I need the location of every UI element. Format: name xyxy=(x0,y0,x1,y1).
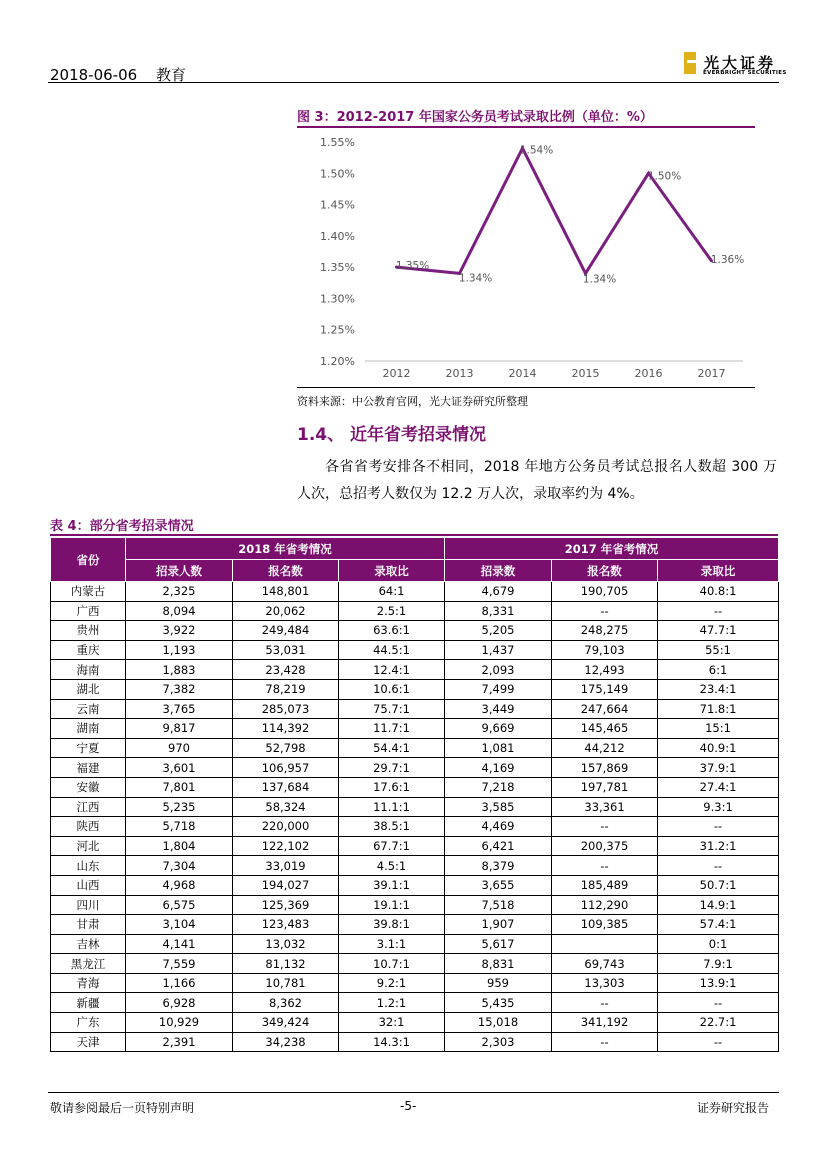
cell-hires-2017: 3,655 xyxy=(445,875,552,895)
section-paragraph: 各省省考安排各不相同，2018 年地方公务员考试总报名人数超 300 万人次，总招考人数仅为 12.2 万人次，录取率约为 4%。 xyxy=(297,459,777,502)
figure-title: 图 3：2012-2017 年国家公务员考试录取比例（单位：%） xyxy=(297,110,653,125)
cell-hires-2018: 6,575 xyxy=(126,895,233,915)
data-label: 1.50% xyxy=(647,170,682,183)
cell-ratio-2018: 1.2:1 xyxy=(339,993,445,1013)
report-category: 教育 xyxy=(155,66,186,84)
x-tick-label: 2016 xyxy=(634,367,663,380)
cell-ratio-2017: 23.4:1 xyxy=(658,679,779,699)
cell-hires-2018: 3,601 xyxy=(126,758,233,778)
cell-province: 吉林 xyxy=(51,934,126,954)
x-tick-label: 2013 xyxy=(445,367,474,380)
cell-hires-2017: 7,499 xyxy=(445,679,552,699)
data-label: 1.34% xyxy=(458,272,493,285)
cell-hires-2017: 1,081 xyxy=(445,738,552,758)
figure-source: 资料来源：中公教育官网，光大证券研究所整理 xyxy=(297,395,528,408)
cell-hires-2018: 2,391 xyxy=(126,1032,233,1052)
cell-hires-2017: 5,617 xyxy=(445,934,552,954)
table-row xyxy=(51,856,779,876)
cell-hires-2017: 959 xyxy=(445,973,552,993)
cell-ratio-2018: 38.5:1 xyxy=(339,817,445,837)
cell-hires-2018: 3,765 xyxy=(126,699,233,719)
cell-ratio-2017: 71.8:1 xyxy=(658,699,779,719)
cell-hires-2018: 5,235 xyxy=(126,797,233,817)
cell-hires-2018: 1,883 xyxy=(126,660,233,680)
cell-applicants-2018: 249,484 xyxy=(233,621,339,641)
cell-ratio-2018: 29.7:1 xyxy=(339,758,445,778)
logo-icon xyxy=(684,52,696,74)
cell-ratio-2017: 6:1 xyxy=(658,660,779,680)
cell-applicants-2017: 190,705 xyxy=(552,582,658,602)
logo-name-cn: 光大证券 xyxy=(704,54,777,72)
cell-applicants-2017: -- xyxy=(552,993,658,1013)
cell-applicants-2018: 81,132 xyxy=(233,954,339,974)
series-line xyxy=(397,148,712,273)
table-row xyxy=(51,797,779,817)
cell-applicants-2017: 44,212 xyxy=(552,738,658,758)
cell-province: 重庆 xyxy=(51,640,126,660)
cell-ratio-2017: 15:1 xyxy=(658,719,779,739)
table-row xyxy=(51,621,779,641)
cell-ratio-2017: 13.9:1 xyxy=(658,973,779,993)
x-tick-label: 2015 xyxy=(571,367,600,380)
group-header-2017: 2017 年省考情况 xyxy=(445,538,779,560)
cell-ratio-2017: 40.9:1 xyxy=(658,738,779,758)
cell-hires-2018: 4,968 xyxy=(126,875,233,895)
cell-ratio-2018: 3.1:1 xyxy=(339,934,445,954)
cell-ratio-2018: 10.6:1 xyxy=(339,679,445,699)
cell-ratio-2018: 67.7:1 xyxy=(339,836,445,856)
report-date: 2018-06-06 xyxy=(50,66,138,84)
y-tick-label: 1.40% xyxy=(320,229,355,243)
cell-hires-2018: 8,094 xyxy=(126,601,233,621)
cell-province: 四川 xyxy=(51,895,126,915)
cell-province: 云南 xyxy=(51,699,126,719)
cell-applicants-2017: 13,303 xyxy=(552,973,658,993)
cell-ratio-2018: 9.2:1 xyxy=(339,973,445,993)
cell-applicants-2018: 58,324 xyxy=(233,797,339,817)
table-row xyxy=(51,915,779,935)
cell-hires-2017: 9,669 xyxy=(445,719,552,739)
cell-hires-2018: 7,304 xyxy=(126,856,233,876)
cell-applicants-2018: 78,219 xyxy=(233,679,339,699)
cell-applicants-2017: -- xyxy=(552,817,658,837)
cell-hires-2017: 7,218 xyxy=(445,777,552,797)
cell-province: 内蒙古 xyxy=(51,582,126,602)
cell-hires-2017: 2,303 xyxy=(445,1032,552,1052)
cell-applicants-2018: 137,684 xyxy=(233,777,339,797)
cell-ratio-2018: 75.7:1 xyxy=(339,699,445,719)
cell-hires-2018: 5,718 xyxy=(126,817,233,837)
col-header-2017-applicants: 报名数 xyxy=(552,560,658,582)
cell-ratio-2017: -- xyxy=(658,1032,779,1052)
page-number: -5- xyxy=(400,1099,417,1113)
table-row xyxy=(51,817,779,837)
cell-hires-2017: 5,435 xyxy=(445,993,552,1013)
cell-applicants-2017: -- xyxy=(552,856,658,876)
cell-hires-2017: 1,437 xyxy=(445,640,552,660)
cell-ratio-2018: 39.1:1 xyxy=(339,875,445,895)
table-row xyxy=(51,954,779,974)
cell-applicants-2017: 79,103 xyxy=(552,640,658,660)
cell-applicants-2017: 247,664 xyxy=(552,699,658,719)
table-row xyxy=(51,679,779,699)
cell-applicants-2018: 123,483 xyxy=(233,915,339,935)
province-header: 省份 xyxy=(51,538,126,582)
cell-province: 新疆 xyxy=(51,993,126,1013)
cell-applicants-2017: 197,781 xyxy=(552,777,658,797)
cell-hires-2017: 1,907 xyxy=(445,915,552,935)
y-tick-label: 1.20% xyxy=(320,355,355,368)
cell-province: 江西 xyxy=(51,797,126,817)
table-row xyxy=(51,895,779,915)
cell-hires-2017: 2,093 xyxy=(445,660,552,680)
cell-ratio-2017: 0:1 xyxy=(658,934,779,954)
cell-ratio-2017: 7.9:1 xyxy=(658,954,779,974)
cell-hires-2018: 6,928 xyxy=(126,993,233,1013)
cell-hires-2017: 8,331 xyxy=(445,601,552,621)
cell-applicants-2018: 20,062 xyxy=(233,601,339,621)
cell-ratio-2017: 50.7:1 xyxy=(658,875,779,895)
col-header-2018-hires: 招录人数 xyxy=(126,560,233,582)
data-label: 1.34% xyxy=(582,273,617,286)
cell-applicants-2017: 33,361 xyxy=(552,797,658,817)
cell-province: 青海 xyxy=(51,973,126,993)
table-row xyxy=(51,1032,779,1052)
cell-province: 湖南 xyxy=(51,719,126,739)
cell-ratio-2017: -- xyxy=(658,817,779,837)
cell-applicants-2017: -- xyxy=(552,1032,658,1052)
cell-province: 广东 xyxy=(51,1013,126,1033)
cell-ratio-2018: 17.6:1 xyxy=(339,777,445,797)
table-row xyxy=(51,777,779,797)
cell-ratio-2017: 40.8:1 xyxy=(658,582,779,602)
figure-bottom-divider xyxy=(297,387,755,388)
cell-ratio-2017: 14.9:1 xyxy=(658,895,779,915)
cell-applicants-2018: 125,369 xyxy=(233,895,339,915)
table-row xyxy=(51,934,779,954)
cell-hires-2018: 3,104 xyxy=(126,915,233,935)
cell-applicants-2017: 157,869 xyxy=(552,758,658,778)
col-header-2018-applicants: 报名数 xyxy=(233,560,339,582)
cell-ratio-2018: 54.4:1 xyxy=(339,738,445,758)
cell-applicants-2017: 175,149 xyxy=(552,679,658,699)
cell-ratio-2018: 14.3:1 xyxy=(339,1032,445,1052)
table-row xyxy=(51,836,779,856)
cell-ratio-2018: 10.7:1 xyxy=(339,954,445,974)
cell-applicants-2017: 109,385 xyxy=(552,915,658,935)
cell-applicants-2018: 220,000 xyxy=(233,817,339,837)
cell-applicants-2018: 349,424 xyxy=(233,1013,339,1033)
cell-province: 陕西 xyxy=(51,817,126,837)
cell-province: 宁夏 xyxy=(51,738,126,758)
data-label: 1.35% xyxy=(395,260,430,273)
table-row xyxy=(51,758,779,778)
cell-province: 山西 xyxy=(51,875,126,895)
table-row xyxy=(51,993,779,1013)
cell-applicants-2018: 33,019 xyxy=(233,856,339,876)
cell-province: 安徽 xyxy=(51,777,126,797)
cell-applicants-2017: 200,375 xyxy=(552,836,658,856)
cell-applicants-2018: 53,031 xyxy=(233,640,339,660)
cell-province: 山东 xyxy=(51,856,126,876)
cell-ratio-2017: 55:1 xyxy=(658,640,779,660)
cell-applicants-2018: 148,801 xyxy=(233,582,339,602)
y-tick-label: 1.50% xyxy=(320,167,355,181)
data-label: 1.54% xyxy=(519,144,554,157)
cell-province: 海南 xyxy=(51,660,126,680)
cell-applicants-2017: 112,290 xyxy=(552,895,658,915)
y-tick-label: 1.35% xyxy=(320,261,355,275)
cell-hires-2018: 2,325 xyxy=(126,582,233,602)
cell-ratio-2018: 44.5:1 xyxy=(339,640,445,660)
cell-ratio-2018: 2.5:1 xyxy=(339,601,445,621)
cell-province: 河北 xyxy=(51,836,126,856)
cell-province: 甘肃 xyxy=(51,915,126,935)
data-label: 1.36% xyxy=(710,253,745,266)
group-header-2018: 2018 年省考情况 xyxy=(126,538,445,560)
cell-hires-2018: 4,141 xyxy=(126,934,233,954)
cell-applicants-2018: 10,781 xyxy=(233,973,339,993)
cell-hires-2018: 1,804 xyxy=(126,836,233,856)
cell-applicants-2018: 106,957 xyxy=(233,758,339,778)
cell-applicants-2017: 145,465 xyxy=(552,719,658,739)
cell-hires-2018: 10,929 xyxy=(126,1013,233,1033)
line-chart xyxy=(297,130,755,385)
cell-province: 福建 xyxy=(51,758,126,778)
table-row xyxy=(51,875,779,895)
cell-ratio-2017: -- xyxy=(658,993,779,1013)
cell-applicants-2017 xyxy=(552,934,658,954)
cell-hires-2018: 1,166 xyxy=(126,973,233,993)
cell-hires-2017: 6,421 xyxy=(445,836,552,856)
cell-ratio-2018: 11.7:1 xyxy=(339,719,445,739)
cell-hires-2017: 8,379 xyxy=(445,856,552,876)
cell-hires-2018: 7,382 xyxy=(126,679,233,699)
x-tick-label: 2017 xyxy=(697,367,726,380)
x-tick-label: 2012 xyxy=(382,367,411,380)
y-tick-label: 1.30% xyxy=(320,292,355,306)
section-title: 1.4、 近年省考招录情况 xyxy=(297,425,487,445)
cell-hires-2017: 7,518 xyxy=(445,895,552,915)
footer-disclaimer: 敬请参阅最后一页特别声明 xyxy=(50,1101,195,1115)
col-header-2018-ratio: 录取比 xyxy=(339,560,445,582)
cell-applicants-2017: 185,489 xyxy=(552,875,658,895)
cell-applicants-2018: 285,073 xyxy=(233,699,339,719)
y-tick-label: 1.45% xyxy=(320,198,355,212)
table-row xyxy=(51,582,779,602)
table-title-divider xyxy=(50,534,778,536)
table-row xyxy=(51,601,779,621)
col-header-2017-hires: 招录数 xyxy=(445,560,552,582)
cell-ratio-2018: 12.4:1 xyxy=(339,660,445,680)
cell-hires-2017: 3,449 xyxy=(445,699,552,719)
cell-ratio-2018: 64:1 xyxy=(339,582,445,602)
cell-applicants-2017: 248,275 xyxy=(552,621,658,641)
header-divider xyxy=(48,82,779,83)
cell-hires-2018: 7,559 xyxy=(126,954,233,974)
cell-ratio-2018: 63.6:1 xyxy=(339,621,445,641)
cell-ratio-2017: -- xyxy=(658,601,779,621)
cell-ratio-2018: 39.8:1 xyxy=(339,915,445,935)
province-exam-table xyxy=(50,537,779,1052)
cell-province: 湖北 xyxy=(51,679,126,699)
cell-hires-2017: 5,205 xyxy=(445,621,552,641)
table-row xyxy=(51,640,779,660)
cell-hires-2018: 1,193 xyxy=(126,640,233,660)
y-tick-label: 1.25% xyxy=(320,323,355,337)
logo-name-en: EVERBRIGHT SECURITIES xyxy=(703,70,787,76)
cell-applicants-2018: 114,392 xyxy=(233,719,339,739)
cell-province: 贵州 xyxy=(51,621,126,641)
cell-applicants-2017: -- xyxy=(552,601,658,621)
table-title: 表 4：部分省考招录情况 xyxy=(50,519,194,534)
cell-hires-2017: 4,679 xyxy=(445,582,552,602)
cell-hires-2018: 7,801 xyxy=(126,777,233,797)
cell-ratio-2017: 9.3:1 xyxy=(658,797,779,817)
cell-ratio-2017: 47.7:1 xyxy=(658,621,779,641)
cell-applicants-2018: 23,428 xyxy=(233,660,339,680)
cell-applicants-2018: 52,798 xyxy=(233,738,339,758)
cell-ratio-2018: 11.1:1 xyxy=(339,797,445,817)
cell-ratio-2017: 37.9:1 xyxy=(658,758,779,778)
table-row xyxy=(51,660,779,680)
cell-province: 广西 xyxy=(51,601,126,621)
cell-hires-2018: 9,817 xyxy=(126,719,233,739)
cell-applicants-2017: 69,743 xyxy=(552,954,658,974)
cell-applicants-2018: 8,362 xyxy=(233,993,339,1013)
cell-applicants-2018: 34,238 xyxy=(233,1032,339,1052)
cell-ratio-2018: 32:1 xyxy=(339,1013,445,1033)
y-tick-label: 1.55% xyxy=(320,136,355,149)
cell-province: 天津 xyxy=(51,1032,126,1052)
cell-ratio-2018: 19.1:1 xyxy=(339,895,445,915)
cell-hires-2018: 970 xyxy=(126,738,233,758)
table-row xyxy=(51,719,779,739)
cell-applicants-2017: 12,493 xyxy=(552,660,658,680)
x-tick-label: 2014 xyxy=(508,367,537,380)
table-row xyxy=(51,1013,779,1033)
figure-title-divider xyxy=(297,126,755,128)
cell-hires-2017: 3,585 xyxy=(445,797,552,817)
cell-ratio-2018: 4.5:1 xyxy=(339,856,445,876)
footer-report-type: 证券研究报告 xyxy=(697,1101,770,1115)
footer-divider xyxy=(48,1092,779,1093)
cell-applicants-2018: 122,102 xyxy=(233,836,339,856)
col-header-2017-ratio: 录取比 xyxy=(658,560,779,582)
cell-ratio-2017: 57.4:1 xyxy=(658,915,779,935)
cell-hires-2017: 4,169 xyxy=(445,758,552,778)
cell-hires-2017: 15,018 xyxy=(445,1013,552,1033)
cell-ratio-2017: 27.4:1 xyxy=(658,777,779,797)
cell-ratio-2017: 31.2:1 xyxy=(658,836,779,856)
cell-hires-2018: 3,922 xyxy=(126,621,233,641)
cell-province: 黑龙江 xyxy=(51,954,126,974)
cell-ratio-2017: -- xyxy=(658,856,779,876)
cell-ratio-2017: 22.7:1 xyxy=(658,1013,779,1033)
cell-hires-2017: 4,469 xyxy=(445,817,552,837)
table-row xyxy=(51,973,779,993)
cell-hires-2017: 8,831 xyxy=(445,954,552,974)
table-row xyxy=(51,699,779,719)
cell-applicants-2018: 194,027 xyxy=(233,875,339,895)
cell-applicants-2018: 13,032 xyxy=(233,934,339,954)
table-row xyxy=(51,738,779,758)
cell-applicants-2017: 341,192 xyxy=(552,1013,658,1033)
